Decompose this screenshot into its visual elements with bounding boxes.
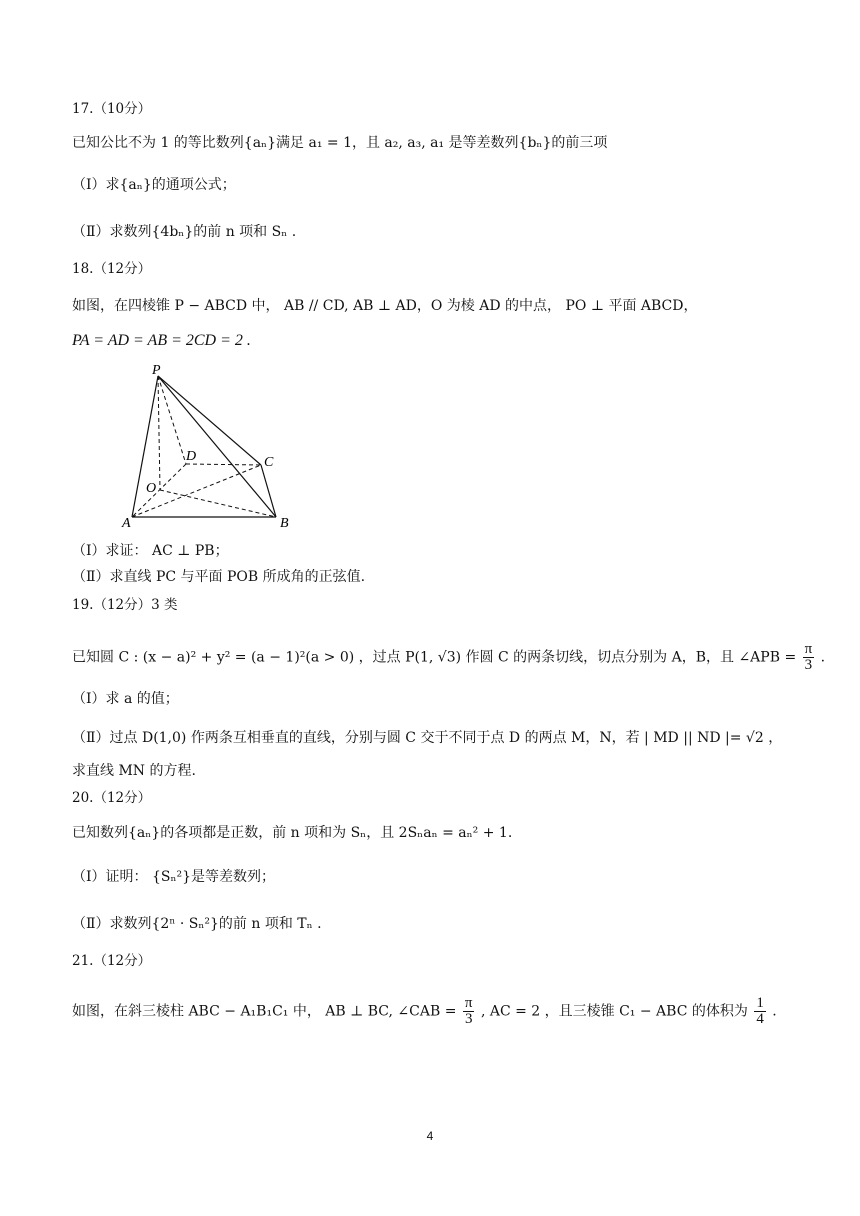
label-c: C [264,455,274,470]
q19-stem-text: 已知圆 C : (x − a)² + y² = (a − 1)²(a > 0) ，过点 P(1, √3) 作圆 C 的两条切线，切点分别为 A，B，且 ∠APB = [72,649,797,666]
label-d: D [186,449,197,464]
q19-part2: （Ⅱ）过点 D(1,0) 作两条互相垂直的直线，分别与圆 C 交于不同于点 D 的两点 M，N，若 | MD || ND |= √2 ， [72,730,783,746]
q18-stem-line1: 如图，在四棱锥 P − ABCD 中， AB // CD, AB ⊥ AD，O 为棱 AD 的中点， PO ⊥ 平面 ABCD， [72,298,698,314]
q17-stem: 已知公比不为 1 的等比数列{aₙ}满足 a₁ = 1，且 a₂, a₃, a₁ 是等差数列{bₙ}的前三项 [72,135,608,151]
label-p: P [152,363,161,378]
q19-part1: （I）求 a 的值； [72,691,179,707]
q18-header: 18.（12分） [72,261,152,277]
q20-part1: （I）证明： {Sₙ²}是等差数列； [72,869,276,885]
q21-frac1-den: 3 [464,1011,473,1027]
q17-part1: （I）求{aₙ}的通项公式； [72,177,236,193]
q21-stem-text-a: 如图，在斜三棱柱 ABC − A₁B₁C₁ 中， AB ⊥ BC, ∠CAB = [72,1003,457,1020]
q21-fraction-1 [463,996,475,1027]
q17-part2: （Ⅱ）求数列{4bₙ}的前 n 项和 Sₙ . [72,224,297,240]
q18-part1: （I）求证： AC ⊥ PB； [72,543,229,559]
q21-fraction-2 [754,996,766,1027]
pyramid-figure [116,362,306,532]
q19-part2-cont: 求直线 MN 的方程. [72,763,196,779]
q21-stem-text-b: , AC = 2 ，且三棱锥 C₁ − ABC 的体积为 [480,1003,748,1020]
q19-frac-den: 3 [804,657,813,673]
q20-header: 20.（12分） [72,790,152,806]
label-a: A [122,516,131,531]
q21-frac1-num: π [464,995,473,1011]
q21-frac2-num: 1 [756,995,764,1011]
q21-stem [72,996,777,1027]
label-o: O [146,481,157,496]
q19-header: 19.（12分）3 类 [72,597,178,613]
q21-frac2-den: 4 [756,1011,764,1027]
q20-part2: （Ⅱ）求数列{2ⁿ · Sₙ²}的前 n 项和 Tₙ . [72,916,322,932]
q21-header: 21.（12分） [72,953,152,969]
q19-stem-end: . [820,649,826,666]
label-b: B [280,516,289,531]
q21-stem-end: . [772,1003,777,1020]
q19-stem [72,642,825,673]
q18-stem-line2: PA = AD = AB = 2CD = 2 . [72,332,251,349]
page-number: 4 [426,1129,434,1143]
q20-stem: 已知数列{aₙ}的各项都是正数，前 n 项和为 Sₙ，且 2Sₙaₙ = aₙ² + 1. [72,825,513,841]
q19-frac-num: π [804,641,813,657]
q17-header: 17.（10分） [72,101,152,117]
q18-part2: （Ⅱ）求直线 PC 与平面 POB 所成角的正弦值. [72,569,366,585]
q19-fraction [803,642,815,673]
